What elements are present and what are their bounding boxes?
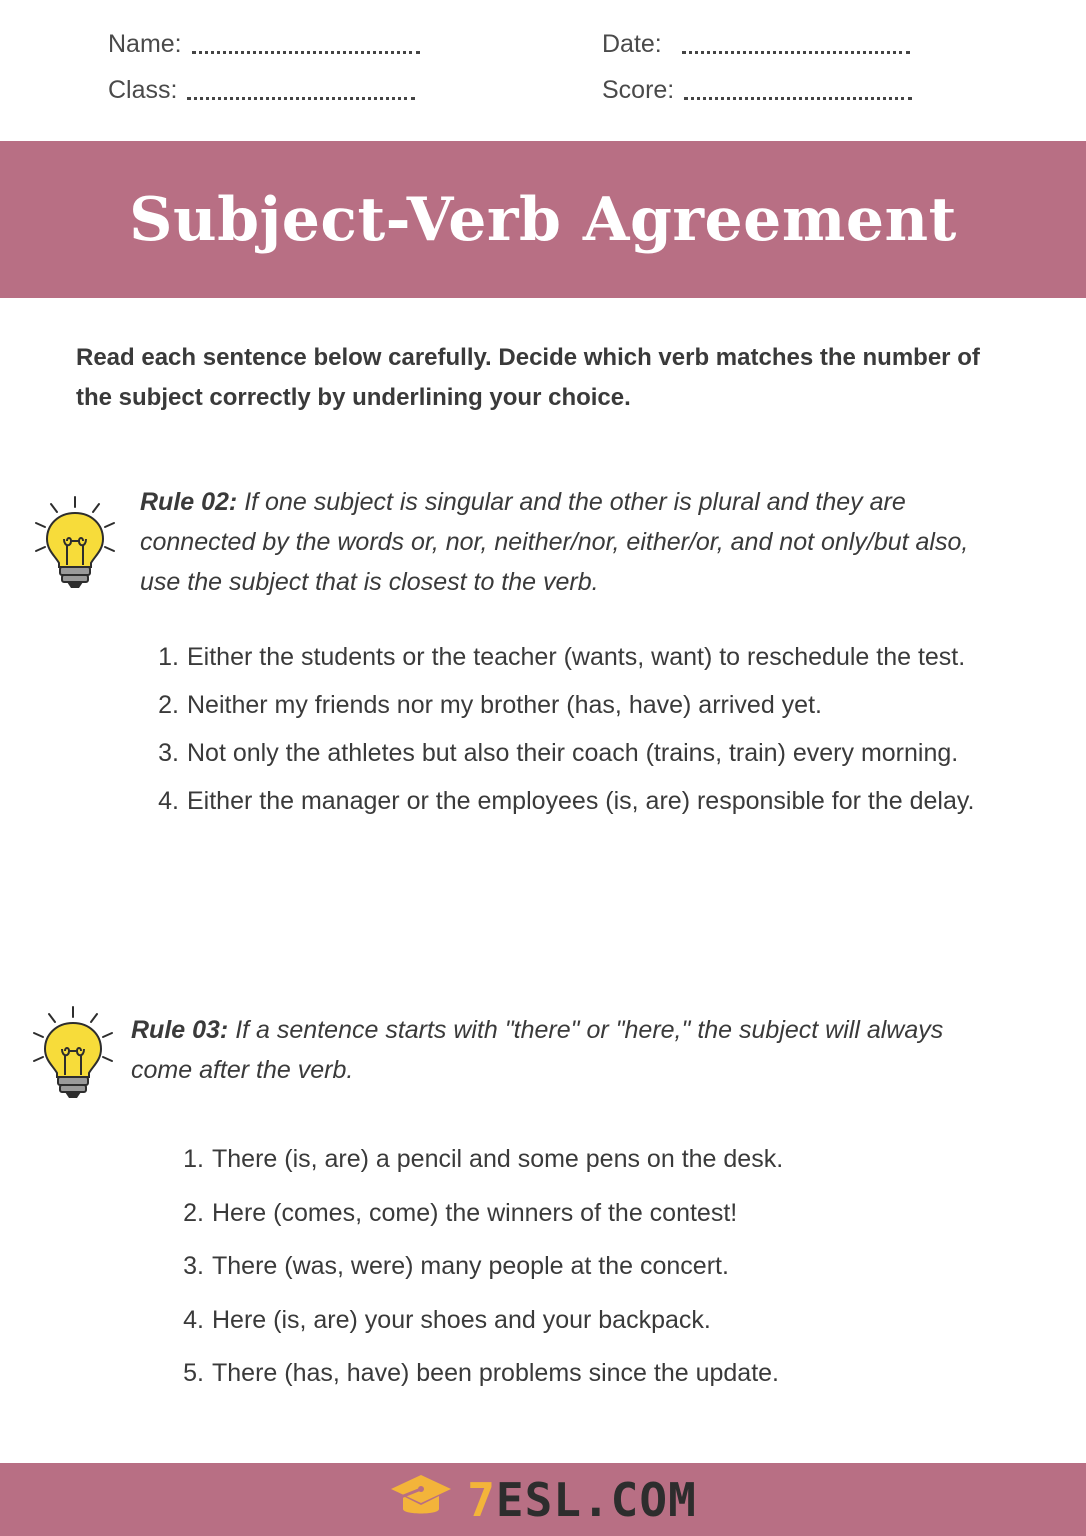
class-blank-line[interactable] xyxy=(187,93,415,100)
title-banner xyxy=(0,141,1086,298)
item-sentence: Here (is, are) your shoes and your backpack. xyxy=(212,1305,711,1334)
instructions-text: Read each sentence below carefully. Decide which verb matches the number of the subject correctly by underlining your choice. xyxy=(76,344,980,411)
rule-02-description: If one subject is singular and the other is plural and they are connected by the words or, nor, neither/nor, either/or, and not only/but also, use the subject that is closest to the verb. xyxy=(140,488,969,596)
item-sentence: There (was, were) many people at the concert. xyxy=(212,1252,729,1280)
list-item[interactable] xyxy=(183,1294,1012,1348)
list-item[interactable] xyxy=(158,681,1007,729)
list-item[interactable] xyxy=(158,777,1007,825)
name-label: Name: xyxy=(108,30,182,58)
page-title: Subject-Verb Agreement xyxy=(129,184,957,255)
item-number: 1. xyxy=(183,1145,204,1173)
logo-text: ESL.COM xyxy=(495,1472,697,1527)
list-item[interactable] xyxy=(158,729,1007,777)
lightbulb-icon xyxy=(30,493,120,593)
list-item[interactable] xyxy=(183,1187,1012,1241)
graduation-cap-icon xyxy=(389,1471,453,1528)
rule-02-label: Rule 02: xyxy=(140,488,238,516)
score-blank-line[interactable] xyxy=(684,93,912,100)
score-field[interactable] xyxy=(602,76,912,105)
item-number: 4. xyxy=(158,787,179,815)
item-sentence: There (has, have) been problems since the update. xyxy=(212,1359,780,1387)
score-label: Score: xyxy=(602,76,675,104)
item-number: 1. xyxy=(158,643,179,671)
item-sentence: Not only the athletes but also their coach (trains, train) every morning. xyxy=(187,739,959,767)
logo-accent: 7 xyxy=(467,1472,496,1527)
class-field[interactable] xyxy=(108,76,415,105)
rule-03-text xyxy=(131,1010,991,1090)
name-blank-line[interactable] xyxy=(192,47,420,54)
date-field[interactable] xyxy=(602,30,910,59)
student-info-header xyxy=(0,0,1086,140)
item-number: 3. xyxy=(183,1252,204,1280)
name-field[interactable] xyxy=(108,30,420,59)
item-number: 2. xyxy=(158,691,179,719)
rule-02-exercise-list xyxy=(158,633,1007,825)
footer-banner xyxy=(0,1463,1086,1536)
rule-03-description: If a sentence starts with "there" or "here," the subject will always come after the verb. xyxy=(131,1016,944,1084)
date-label: Date: xyxy=(602,30,662,58)
lightbulb-icon xyxy=(28,1003,118,1103)
item-sentence: Either the students or the teacher (wants, want) to reschedule the test. xyxy=(187,643,966,671)
item-sentence: There (is, are) a pencil and some pens on the desk. xyxy=(212,1145,784,1173)
rule-03-exercise-list xyxy=(183,1133,1012,1401)
list-item[interactable] xyxy=(158,633,1007,681)
class-label: Class: xyxy=(108,76,178,104)
site-logo[interactable] xyxy=(389,1471,697,1528)
list-item[interactable] xyxy=(183,1240,1012,1294)
rule-03-label: Rule 03: xyxy=(131,1016,229,1044)
item-sentence: Either the manager or the employees (is, are) responsible for the delay. xyxy=(187,787,975,815)
item-number: 5. xyxy=(183,1359,204,1387)
item-sentence: Here (comes, come) the winners of the contest! xyxy=(212,1198,738,1227)
logo-wordmark xyxy=(467,1473,697,1527)
rule-02-text xyxy=(140,482,1010,602)
date-blank-line[interactable] xyxy=(682,47,910,54)
item-number: 4. xyxy=(183,1305,204,1334)
list-item[interactable] xyxy=(183,1133,1012,1187)
item-sentence: Neither my friends nor my brother (has, have) arrived yet. xyxy=(187,691,822,719)
item-number: 3. xyxy=(158,739,179,767)
list-item[interactable] xyxy=(183,1347,1012,1401)
item-number: 2. xyxy=(183,1198,204,1227)
